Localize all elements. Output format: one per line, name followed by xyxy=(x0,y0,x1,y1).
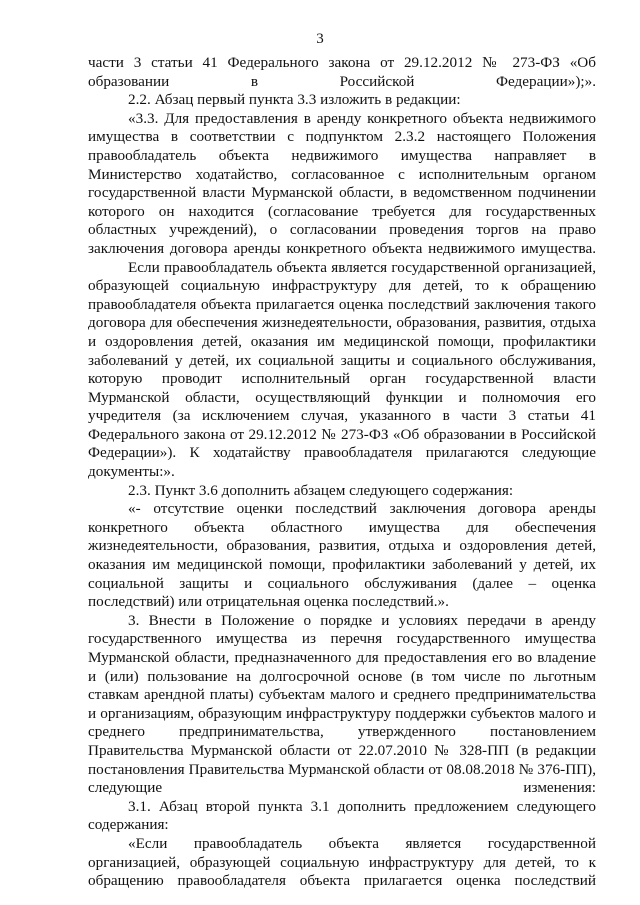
paragraph-continuation: части 3 статьи 41 Федерального закона от 29.12.2012 № 273-ФЗ «Об образовании в Российской Федерации»);». xyxy=(88,54,596,90)
paragraph-3-1: 3.1. Абзац второй пункта 3.1 дополнить предложением следующего содержания: xyxy=(88,797,596,834)
page-number: 3 xyxy=(316,31,324,47)
paragraph-3: 3. Внести в Положение о порядке и условиях передачи в аренду государственного имущества из перечня государственного имущества Мурманской области, предназначенного для предоставления его во владение и (или) пользование на долгосрочной основе (в том числе по льготным ставкам арендной платы) субъектам малого и среднего предпринимательства и организациям, образующим инфраструктуру поддержки субъектов малого и среднего предпринимательства, утвержденного постановлением Правительства Мурманской области от 22.07.2010 № 328-ПП (в редакции постановления Правительства Мурманской области от 08.08.2018 № 376-ПП), следующие изменения: xyxy=(88,611,596,797)
paragraph-2-2: 2.2. Абзац первый пункта 3.3 изложить в редакции: xyxy=(128,91,461,109)
paragraph-children-infrastructure: Если правообладатель объекта является государственной организацией, образующей социальную инфраструктуру для детей, то к обращению правообладателя объекта прилагается оценка последствий заключения такого договора для обеспечения жизнедеятельности, образования, развития, отдыха и оздоровления детей, оказания им медицинской помощи, профилактики заболеваний у детей, их социальной защиты и социального обслуживания, которую проводит исполнительный орган государственной власти Мурманской области, осуществляющий функции и полномочия его учредителя (за исключением случая, указанного в части 3 статьи 41 Федерального закона от 29.12.2012 № 273-ФЗ «Об образовании в Российской Федерации»). К ходатайству правообладателя прилагаются следующие документы:». xyxy=(88,258,596,481)
paragraph-3-3: «3.3. Для предоставления в аренду конкретного объекта недвижимого имущества в соответствии с подпунктом 2.3.2 настоящего Положения правообладатель объекта недвижимого имущества направляет в Министерство ходатайство, согласованное с исполнительным органом государственной власти Мурманской области, в ведомственном подчинении которого он находится (согласование требуется для государственных областных учреждений), о согласовании проведения торгов на право заключения договора аренды конкретного объекта недвижимого имущества. xyxy=(88,109,596,257)
paragraph-2-3: 2.3. Пункт 3.6 дополнить абзацем следующего содержания: xyxy=(128,481,514,499)
document-body xyxy=(88,54,596,891)
paragraph-quote-start: «Если правообладатель объекта является государственной организацией, образующей социальную инфраструктуру для детей, то к обращению правообладателя объекта прилагается оценка последствий xyxy=(88,834,596,890)
paragraph-absence-of-assessment: «- отсутствие оценки последствий заключения договора аренды конкретного объекта областного имущества для обеспечения жизнедеятельности, образования, развития, отдыха и оздоровления детей, оказания им медицинской помощи, профилактики заболеваний у детей, их социальной защиты и социального обслуживания (далее – оценка последствий) или отрицательная оценка последствий.». xyxy=(88,500,596,611)
